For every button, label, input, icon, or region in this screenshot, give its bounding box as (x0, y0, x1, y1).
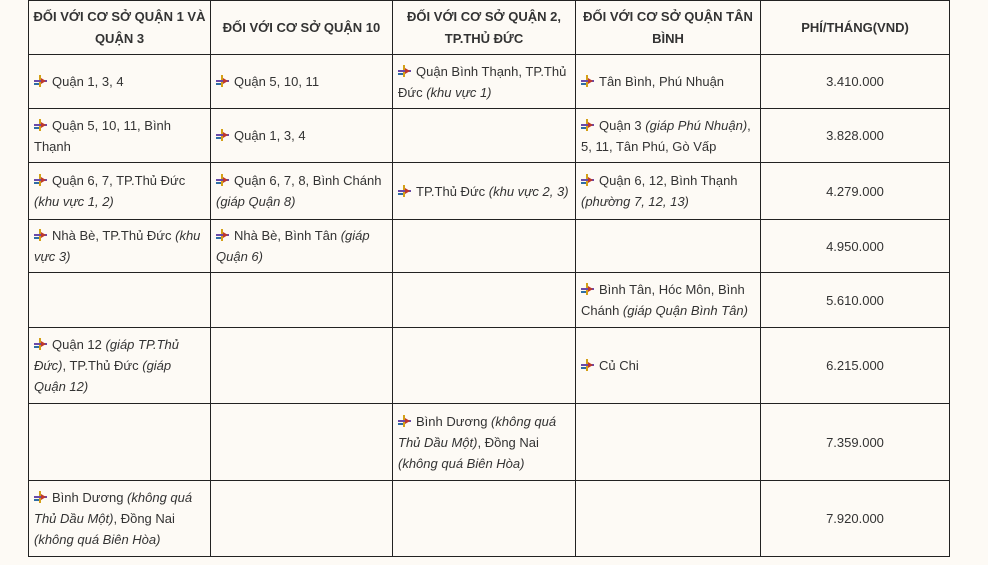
table-row (29, 55, 950, 109)
area-cell-c1 (29, 273, 211, 328)
monthly-fee-cell: 3.410.000 (761, 55, 950, 109)
area-cell-c4 (576, 220, 761, 273)
fee-table-container (28, 0, 949, 557)
area-text: Tân Bình, Phú Nhuận (599, 74, 725, 89)
table-row (29, 220, 950, 273)
area-cell-c4 (576, 481, 761, 557)
area-cell-c4 (576, 109, 761, 163)
header-monthly-fee: PHÍ/THÁNG(VND) (761, 1, 950, 55)
area-cell-c4 (576, 273, 761, 328)
area-note: (khu vực 3) (34, 228, 201, 264)
area-cell-c1 (29, 404, 211, 481)
area-text: , Đồng Nai (113, 511, 175, 526)
bullet-arrow-icon (398, 415, 411, 427)
bullet-arrow-icon (581, 359, 594, 371)
area-text: Quận 6, 12, Bình Thạnh (599, 173, 738, 188)
area-text: Quận 1, 3, 4 (52, 74, 124, 89)
monthly-fee-cell: 7.920.000 (761, 481, 950, 557)
area-text: Nhà Bè, Bình Tân (234, 228, 341, 243)
area-entry (581, 355, 755, 376)
area-text: Quận 5, 10, 11 (234, 74, 320, 89)
area-cell-c3 (393, 55, 576, 109)
bullet-arrow-icon (34, 229, 47, 241)
area-cell-c2 (211, 273, 393, 328)
monthly-fee-cell: 3.828.000 (761, 109, 950, 163)
area-note: (giáp Quận 12) (34, 358, 172, 394)
area-entry (34, 71, 205, 92)
area-note: (giáp Quận 6) (216, 228, 370, 264)
area-text: Quận 12 (52, 337, 106, 352)
area-entry (34, 225, 205, 267)
bullet-arrow-icon (581, 119, 594, 131)
table-row (29, 273, 950, 328)
area-note: (giáp Quận 8) (216, 194, 296, 209)
table-row (29, 328, 950, 404)
bullet-arrow-icon (581, 75, 594, 87)
area-entry (216, 225, 387, 267)
area-cell-c1 (29, 55, 211, 109)
area-entry (34, 487, 205, 550)
area-cell-c2 (211, 163, 393, 220)
area-entry (34, 115, 205, 157)
area-text: Quận 5, 10, 11, Bình Thạnh (34, 117, 172, 154)
area-note: (không quá Biên Hòa) (398, 455, 525, 471)
table-row (29, 481, 950, 557)
table-row (29, 109, 950, 163)
area-note: (khu vực 2, 3) (488, 183, 569, 199)
area-cell-c2 (211, 481, 393, 557)
area-cell-c4 (576, 328, 761, 404)
area-text: Nhà Bè, TP.Thủ Đức (52, 228, 176, 243)
area-entry (398, 181, 570, 202)
bullet-arrow-icon (398, 185, 411, 197)
monthly-fee-cell: 5.610.000 (761, 273, 950, 328)
area-note: (không quá Thủ Dầu Một) (398, 413, 557, 450)
table-row (29, 163, 950, 220)
area-note: (khu vực 1) (426, 84, 492, 100)
bullet-arrow-icon (216, 129, 229, 141)
table-row (29, 404, 950, 481)
area-entry (581, 115, 755, 157)
area-cell-c4 (576, 404, 761, 481)
bullet-arrow-icon (34, 491, 47, 503)
area-text: , Đồng Nai (477, 434, 539, 450)
area-note: (giáp TP.Thủ Đức) (34, 337, 179, 373)
monthly-fee-cell: 4.950.000 (761, 220, 950, 273)
bullet-arrow-icon (581, 174, 594, 186)
area-text: , TP.Thủ Đức (62, 358, 143, 373)
area-cell-c1 (29, 220, 211, 273)
area-cell-c2 (211, 109, 393, 163)
area-cell-c2 (211, 55, 393, 109)
area-entry (581, 170, 755, 212)
area-text: Quận 1, 3, 4 (234, 128, 306, 143)
area-cell-c3 (393, 404, 576, 481)
area-cell-c2 (211, 404, 393, 481)
area-text: Bình Tân, Hóc Môn, Bình Chánh (581, 282, 745, 318)
area-entry (34, 334, 205, 397)
table-header-row (29, 1, 950, 55)
area-note: (khu vực 1, 2) (34, 194, 114, 209)
bullet-arrow-icon (581, 283, 594, 295)
fee-table (28, 0, 950, 557)
area-cell-c3 (393, 109, 576, 163)
area-note: (giáp Quận Bình Tân) (622, 303, 748, 318)
area-cell-c4 (576, 55, 761, 109)
monthly-fee-cell: 7.359.000 (761, 404, 950, 481)
bullet-arrow-icon (34, 119, 47, 131)
header-campus-tan-binh: ĐỐI VỚI CƠ SỞ QUẬN TÂN BÌNH (576, 1, 761, 55)
bullet-arrow-icon (216, 229, 229, 241)
bullet-arrow-icon (34, 174, 47, 186)
area-cell-c3 (393, 328, 576, 404)
area-entry (581, 279, 755, 321)
area-entry (581, 71, 755, 92)
bullet-arrow-icon (216, 174, 229, 186)
area-entry (216, 170, 387, 212)
area-text: Quận 6, 7, 8, Bình Chánh (234, 173, 382, 188)
area-cell-c3 (393, 163, 576, 220)
header-campus-q1-q3: ĐỐI VỚI CƠ SỞ QUẬN 1 VÀ QUẬN 3 (29, 1, 211, 55)
header-campus-q10: ĐỐI VỚI CƠ SỞ QUẬN 10 (211, 1, 393, 55)
area-note: (giáp Phú Nhuận) (645, 117, 748, 133)
area-cell-c2 (211, 220, 393, 273)
monthly-fee-cell: 6.215.000 (761, 328, 950, 404)
bullet-arrow-icon (216, 75, 229, 87)
area-text: Bình Dương (52, 490, 128, 505)
bullet-arrow-icon (398, 65, 411, 77)
area-cell-c1 (29, 163, 211, 220)
area-cell-c3 (393, 220, 576, 273)
area-note: (không quá Biên Hòa) (34, 532, 161, 547)
area-entry (34, 170, 205, 212)
area-text: Củ Chi (599, 358, 639, 373)
area-text: Quận 3 (599, 117, 646, 133)
header-campus-q2-thu-duc: ĐỐI VỚI CƠ SỞ QUẬN 2, TP.THỦ ĐỨC (393, 1, 576, 55)
area-entry (398, 411, 570, 474)
area-text: Bình Dương (416, 413, 492, 429)
bullet-arrow-icon (34, 338, 47, 350)
area-cell-c1 (29, 109, 211, 163)
area-cell-c2 (211, 328, 393, 404)
area-entry (216, 125, 387, 146)
monthly-fee-cell: 4.279.000 (761, 163, 950, 220)
area-text: , 5, 11, Tân Phú, Gò Vấp (581, 117, 751, 154)
area-cell-c1 (29, 481, 211, 557)
area-entry (216, 71, 387, 92)
area-note: (phường 7, 12, 13) (581, 194, 689, 209)
area-note: (không quá Thủ Dầu Một) (34, 490, 193, 526)
bullet-arrow-icon (34, 75, 47, 87)
area-text: Quận 6, 7, TP.Thủ Đức (52, 173, 186, 188)
area-cell-c3 (393, 481, 576, 557)
area-entry (398, 61, 570, 103)
area-cell-c4 (576, 163, 761, 220)
area-cell-c1 (29, 328, 211, 404)
area-text: Quận Bình Thạnh, TP.Thủ Đức (398, 63, 567, 100)
area-cell-c3 (393, 273, 576, 328)
area-text: TP.Thủ Đức (416, 183, 489, 199)
